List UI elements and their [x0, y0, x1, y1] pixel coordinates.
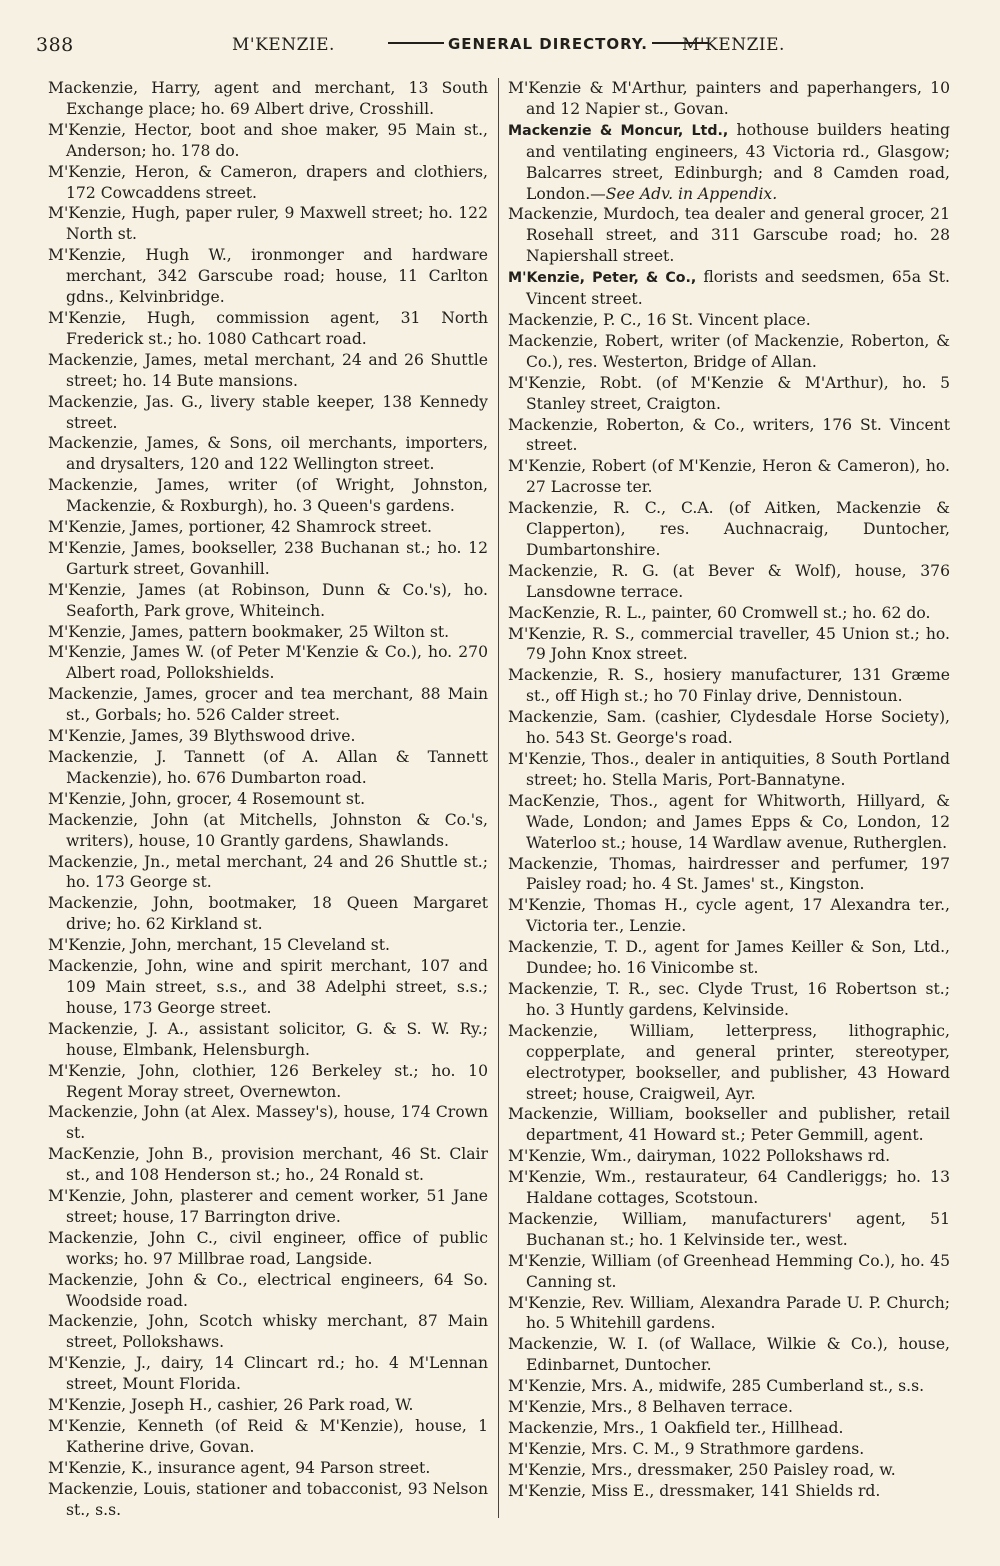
header-rule-left	[388, 42, 444, 44]
directory-entry	[48, 956, 488, 1019]
directory-entry	[508, 749, 950, 791]
directory-entry	[48, 893, 488, 935]
entry-text: Mackenzie, Mrs., 1 Oakfield ter., Hillhead.	[508, 1419, 844, 1437]
directory-entry	[48, 580, 488, 622]
directory-entry	[48, 747, 488, 789]
directory-entry	[508, 120, 950, 205]
directory-entry	[508, 603, 950, 624]
directory-entry	[48, 308, 488, 350]
directory-entry	[48, 684, 488, 726]
page-number: 388	[36, 34, 74, 56]
directory-entry	[508, 561, 950, 603]
directory-entry	[508, 1021, 950, 1105]
entry-text: M'Kenzie, R. S., commercial traveller, 45 Union st.; ho. 79 John Knox street.	[508, 624, 950, 664]
directory-entry	[508, 456, 950, 498]
entry-text: M'Kenzie, James, bookseller, 238 Buchanan st.; ho. 12 Garturk street, Govanhill.	[48, 538, 488, 578]
entry-text: Mackenzie, T. R., sec. Clyde Trust, 16 Robertson st.; ho. 3 Huntly gardens, Kelvinside.	[508, 979, 950, 1019]
directory-entry	[48, 392, 488, 434]
entry-text: M'Kenzie, John, plasterer and cement worker, 51 Jane street; house, 17 Barrington drive.	[48, 1187, 488, 1226]
directory-entry	[48, 162, 488, 204]
right-column	[508, 78, 950, 1502]
entry-text: Mackenzie, R. C., C.A. (of Aitken, Mackenzie & Clapperton), res. Auchnacraig, Duntocher, Dumbartonshire.	[508, 499, 950, 559]
entry-text: M'Kenzie, J., dairy, 14 Clincart rd.; ho. 4 M'Lennan street, Mount Florida.	[48, 1354, 488, 1394]
entry-text: Mackenzie, Jas. G., livery stable keeper, 138 Kennedy street.	[48, 392, 488, 432]
entry-text: MacKenzie, John B., provision merchant, 46 St. Clair st., and 108 Henderson st.; ho., 24 Ronald st.	[48, 1145, 488, 1185]
entry-text: Mackenzie, J. Tannett (of A. Allan & Tannett Mackenzie), ho. 676 Dumbarton road.	[48, 748, 488, 787]
entry-text: M'Kenzie, Joseph H., cashier, 26 Park road, W.	[48, 1396, 414, 1415]
directory-entry	[508, 937, 950, 979]
directory-entry	[508, 1418, 950, 1439]
entry-text: Mackenzie, W. I. (of Wallace, Wilkie & Co.), house, Edinbarnet, Duntocher.	[508, 1335, 950, 1375]
directory-entry	[48, 935, 488, 956]
entry-text: M'Kenzie, Thos., dealer in antiquities, 8 South Portland street; ho. Stella Maris, Port-Bannatyne.	[508, 750, 950, 789]
directory-entry	[508, 373, 950, 415]
directory-entry	[48, 120, 488, 162]
entry-text: M'Kenzie, Mrs., dressmaker, 250 Paisley road, w.	[508, 1460, 896, 1479]
directory-entry	[508, 415, 950, 457]
header-title-text: GENERAL DIRECTORY.	[448, 35, 648, 53]
directory-entry	[48, 1061, 488, 1103]
entry-text: M'Kenzie, Robt. (of M'Kenzie & M'Arthur), ho. 5 Stanley street, Craigton.	[508, 373, 950, 413]
entry-text: M'Kenzie, K., insurance agent, 94 Parson street.	[48, 1458, 431, 1477]
directory-entry	[48, 1311, 488, 1353]
directory-entry	[48, 810, 488, 852]
entry-text: M'Kenzie, James, 39 Blythswood drive.	[48, 727, 356, 746]
directory-entry	[508, 1397, 950, 1418]
entry-text: Mackenzie, James, grocer and tea merchant, 88 Main st., Gorbals; ho. 526 Calder street.	[48, 685, 488, 725]
entry-text: Mackenzie, John & Co., electrical engineers, 64 So. Woodside road.	[48, 1270, 488, 1310]
entry-advert-note: See Adv. in Appendix.	[605, 184, 778, 203]
entry-text: M'Kenzie, Miss E., dressmaker, 141 Shields rd.	[508, 1481, 881, 1500]
entry-text: Mackenzie, R. S., hosiery manufacturer, 131 Græme st., off High st.; ho 70 Finlay drive, Dennistoun.	[508, 666, 950, 706]
entry-text: Mackenzie, J. A., assistant solicitor, G. & S. W. Ry.; house, Elmbank, Helensburgh.	[48, 1019, 488, 1059]
entry-text: Mackenzie, Sam. (cashier, Clydesdale Horse Society), ho. 543 St. George's road.	[508, 708, 950, 748]
entry-text: M'Kenzie, Hugh, paper ruler, 9 Maxwell street; ho. 122 North st.	[48, 204, 488, 244]
directory-entry	[48, 852, 488, 894]
entry-text: Mackenzie, Thomas, hairdresser and perfumer, 197 Paisley road; ho. 4 St. James' st., Kingston.	[508, 854, 950, 894]
directory-entry	[508, 1376, 950, 1397]
entry-text: Mackenzie, Murdoch, tea dealer and general grocer, 21 Rosehall street, and 311 Garscube road; ho. 28 Napiershall street.	[508, 205, 950, 266]
directory-entry	[508, 1146, 950, 1167]
directory-entry	[508, 1460, 950, 1481]
header-right-heading: M'KENZIE.	[682, 35, 785, 55]
entry-text: M'Kenzie, Thomas H., cycle agent, 17 Alexandra ter., Victoria ter., Lenzie.	[508, 896, 950, 936]
directory-entry	[508, 204, 950, 267]
entry-text: Mackenzie, R. G. (at Bever & Wolf), house, 376 Lansdowne terrace.	[508, 561, 950, 601]
entry-text: M'Kenzie, John, merchant, 15 Cleveland st.	[48, 936, 390, 955]
directory-entry	[508, 707, 950, 749]
directory-entry	[48, 1019, 488, 1061]
entry-text: Mackenzie, John (at Mitchells, Johnston & Co.'s, writers), house, 10 Grantly gardens, Shawlands.	[48, 810, 488, 850]
entry-text: Mackenzie, William, bookseller and publisher, retail department, 41 Howard st.; Peter Gemmill, agent.	[508, 1105, 950, 1145]
entry-text: Mackenzie, James, metal merchant, 24 and 26 Shuttle street; ho. 14 Bute mansions.	[48, 350, 488, 390]
entry-text: M'Kenzie, Rev. William, Alexandra Parade U. P. Church; ho. 5 Whitehill gardens.	[508, 1293, 950, 1333]
entry-text: Mackenzie, James, & Sons, oil merchants, importers, and drysalters, 120 and 122 Wellington street.	[48, 434, 488, 474]
column-divider	[498, 78, 499, 1518]
entry-text: M'Kenzie, Robert (of M'Kenzie, Heron & Cameron), ho. 27 Lacrosse ter.	[508, 457, 950, 497]
entry-name-bold: M'Kenzie, Peter, & Co.,	[508, 270, 697, 287]
entry-text: M'Kenzie, John, grocer, 4 Rosemount st.	[48, 789, 366, 808]
directory-entry	[508, 310, 950, 331]
entry-text: Mackenzie, Roberton, & Co., writers, 176 St. Vincent street.	[508, 415, 950, 455]
directory-entry	[48, 517, 488, 538]
entry-name-bold: Mackenzie & Moncur, Ltd.,	[508, 122, 729, 139]
directory-entry	[48, 1479, 488, 1521]
left-column	[48, 78, 488, 1521]
entry-text: M'Kenzie & M'Arthur, painters and paperhangers, 10 and 12 Napier st., Govan.	[508, 79, 950, 118]
directory-entry	[508, 624, 950, 666]
entry-text: M'Kenzie, Mrs., 8 Belhaven terrace.	[508, 1398, 793, 1417]
entry-text: M'Kenzie, Hector, boot and shoe maker, 95 Main st., Anderson; ho. 178 do.	[48, 120, 488, 160]
directory-entry	[48, 1102, 488, 1144]
entry-text: M'Kenzie, Mrs. C. M., 9 Strathmore gardens.	[508, 1439, 865, 1458]
directory-entry	[48, 1395, 488, 1416]
entry-text: M'Kenzie, John, clothier, 126 Berkeley st.; ho. 10 Regent Moray street, Overnewton.	[48, 1061, 488, 1101]
entry-text: M'Kenzie, Wm., dairyman, 1022 Pollokshaws rd.	[508, 1147, 891, 1166]
directory-entry	[48, 642, 488, 684]
entry-text: Mackenzie, John, bootmaker, 18 Queen Margaret drive; ho. 62 Kirkland st.	[48, 894, 488, 934]
directory-entry	[508, 979, 950, 1021]
entry-text: Mackenzie, John, Scotch whisky merchant, 87 Main street, Pollokshaws.	[48, 1312, 488, 1352]
entry-text: Mackenzie, T. D., agent for James Keiller & Son, Ltd., Dundee; ho. 16 Vinicombe st.	[508, 938, 950, 978]
directory-entry	[48, 1458, 488, 1479]
directory-entry	[508, 1334, 950, 1376]
directory-entry	[508, 498, 950, 561]
directory-entry	[48, 1270, 488, 1312]
entry-text: M'Kenzie, Heron, & Cameron, drapers and clothiers, 172 Cowcaddens street.	[48, 162, 488, 202]
directory-entry	[48, 1228, 488, 1270]
entry-text: M'Kenzie, Hugh W., ironmonger and hardware merchant, 342 Garscube road; house, 11 Carlton gdns., Kelvinbridge.	[48, 246, 488, 307]
entry-text: M'Kenzie, Kenneth (of Reid & M'Kenzie), house, 1 Katherine drive, Govan.	[48, 1417, 488, 1456]
directory-entry	[48, 789, 488, 810]
directory-entry	[48, 245, 488, 308]
entry-text: M'Kenzie, William (of Greenhead Hemming Co.), ho. 45 Canning st.	[508, 1251, 950, 1291]
directory-entry	[48, 433, 488, 475]
directory-entry	[508, 895, 950, 937]
entry-text: M'Kenzie, James, pattern bookmaker, 25 Wilton st.	[48, 622, 450, 641]
directory-entry	[48, 350, 488, 392]
directory-entry	[508, 1104, 950, 1146]
entry-text: Mackenzie, James, writer (of Wright, Johnston, Mackenzie, & Roxburgh), ho. 3 Queen's gardens.	[48, 476, 488, 516]
entry-text: Mackenzie, Jn., metal merchant, 24 and 26 Shuttle st.; ho. 173 George st.	[48, 852, 488, 892]
directory-entry	[508, 78, 950, 120]
entry-text: M'Kenzie, James, portioner, 42 Shamrock street.	[48, 518, 432, 537]
running-header	[36, 34, 956, 60]
entry-text: florists and seedsmen, 65a St. Vincent street.	[526, 268, 950, 309]
directory-entry	[508, 1481, 950, 1502]
entry-text: Mackenzie, John (at Alex. Massey's), house, 174 Crown st.	[48, 1103, 488, 1143]
directory-entry	[508, 1251, 950, 1293]
entry-text: Mackenzie, William, manufacturers' agent, 51 Buchanan st.; ho. 1 Kelvinside ter., west.	[508, 1209, 950, 1249]
directory-entry	[508, 331, 950, 373]
entry-text: M'Kenzie, Wm., restaurateur, 64 Candleriggs; ho. 13 Haldane cottages, Scotstoun.	[508, 1168, 950, 1208]
directory-entry	[508, 854, 950, 896]
entry-text: Mackenzie, Louis, stationer and tobacconist, 93 Nelson st., s.s.	[48, 1479, 488, 1519]
entry-text: Mackenzie, William, letterpress, lithographic, copperplate, and general printer, stereotyper, electrotyper, bookseller, and publisher, 43 Howard street; house, Craigweil, Ayr.	[508, 1021, 950, 1103]
directory-entry	[48, 203, 488, 245]
directory-entry	[48, 622, 488, 643]
directory-entry	[48, 475, 488, 517]
directory-entry	[48, 1144, 488, 1186]
directory-entry	[48, 538, 488, 580]
entry-text: M'Kenzie, James W. (of Peter M'Kenzie & Co.), ho. 270 Albert road, Pollokshields.	[48, 643, 488, 683]
directory-entry	[508, 665, 950, 707]
entry-text: M'Kenzie, James (at Robinson, Dunn & Co.'s), ho. Seaforth, Park grove, Whiteinch.	[48, 580, 488, 620]
directory-entry	[508, 267, 950, 310]
directory-entry	[48, 1416, 488, 1458]
entry-text: MacKenzie, R. L., painter, 60 Cromwell st.; ho. 62 do.	[508, 603, 931, 622]
directory-entry	[508, 1439, 950, 1460]
directory-entry	[508, 1209, 950, 1251]
entry-text: hothouse builders heating and ventilating engineers, 43 Victoria rd., Glasgow; Balcarres street, Edinburgh; and 8 Camden road, London.—	[526, 120, 950, 203]
directory-entry	[48, 1186, 488, 1228]
entry-text: Mackenzie, P. C., 16 St. Vincent place.	[508, 310, 811, 329]
directory-entry	[48, 726, 488, 747]
header-left-heading: M'KENZIE.	[232, 35, 335, 55]
header-title	[384, 35, 712, 53]
directory-entry	[508, 791, 950, 854]
entry-text: Mackenzie, Harry, agent and merchant, 13 South Exchange place; ho. 69 Albert drive, Crosshill.	[48, 79, 488, 118]
entry-text: Mackenzie, John, wine and spirit merchant, 107 and 109 Main street, s.s., and 38 Adelphi street, s.s.; house, 173 George street.	[48, 957, 488, 1017]
directory-entry	[48, 78, 488, 120]
entry-text: M'Kenzie, Hugh, commission agent, 31 North Frederick st.; ho. 1080 Cathcart road.	[48, 308, 488, 348]
entry-text: MacKenzie, Thos., agent for Whitworth, Hillyard, & Wade, London; and James Epps & Co, London, 12 Waterloo st.; house, 14 Wardlaw avenue, Rutherglen.	[508, 791, 950, 852]
entry-text: Mackenzie, John C., civil engineer, office of public works; ho. 97 Millbrae road, Langside.	[48, 1228, 488, 1268]
directory-entry	[508, 1293, 950, 1335]
entry-text: Mackenzie, Robert, writer (of Mackenzie, Roberton, & Co.), res. Westerton, Bridge of Allan.	[508, 331, 950, 371]
directory-entry	[508, 1167, 950, 1209]
entry-text: M'Kenzie, Mrs. A., midwife, 285 Cumberland st., s.s.	[508, 1377, 925, 1396]
directory-entry	[48, 1353, 488, 1395]
